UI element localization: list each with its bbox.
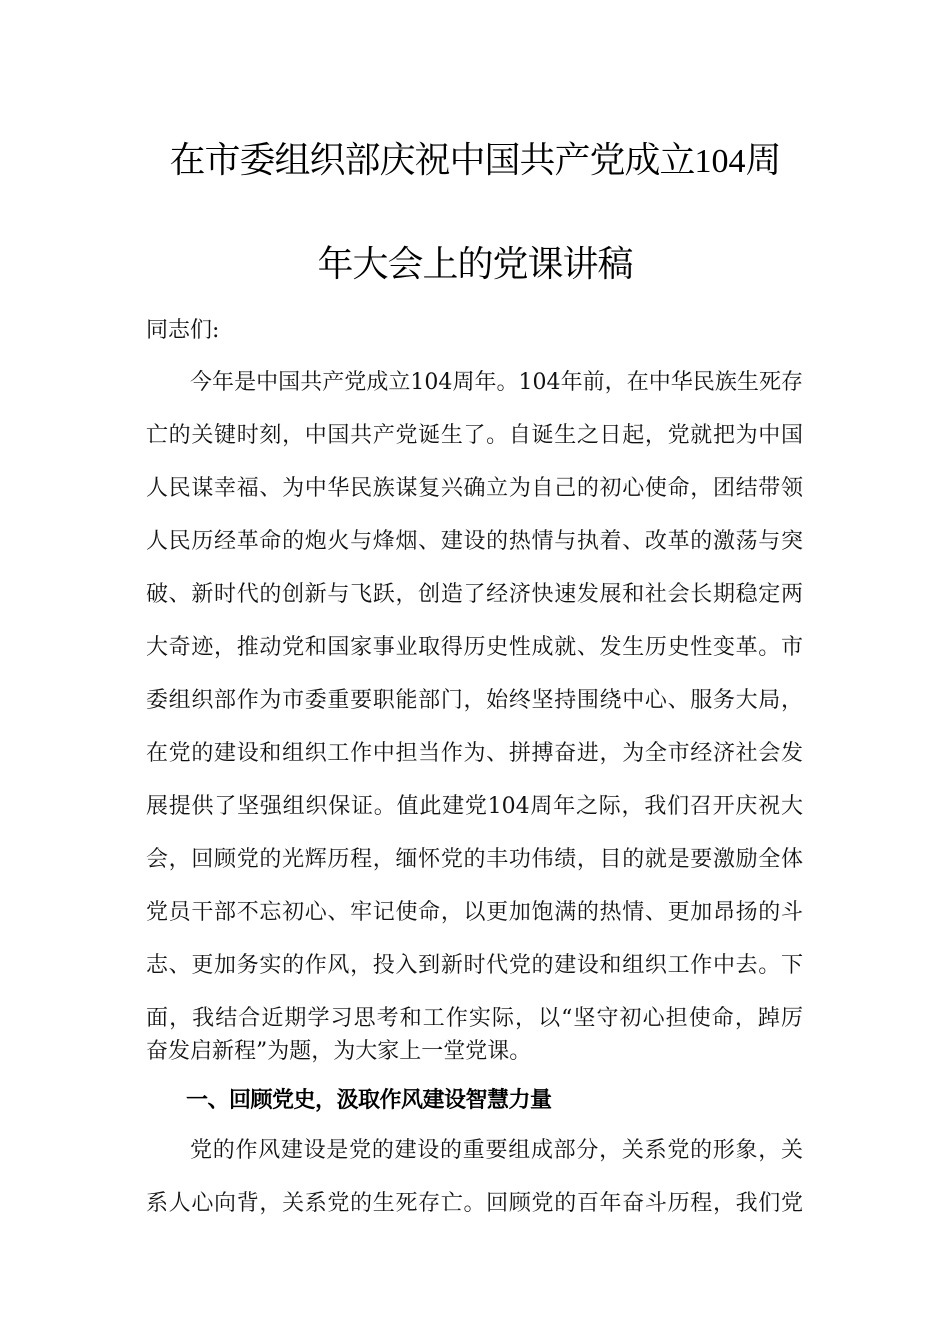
paragraph-line: 展提供了坚强组织保证。值此建党104周年之际，我们召开庆祝大 bbox=[146, 794, 803, 819]
paragraph-line: 大奇迹，推动党和国家事业取得历史性成就、发生历史性变革。市 bbox=[146, 635, 803, 660]
paragraph-line: 破、新时代的创新与飞跃，创造了经济快速发展和社会长期稳定两 bbox=[146, 582, 803, 607]
paragraph-line: 亡的关键时刻，中国共产党诞生了。自诞生之日起，党就把为中国 bbox=[146, 423, 803, 448]
paragraph-line: 党员干部不忘初心、牢记使命，以更加饱满的热情、更加昂扬的斗 bbox=[146, 900, 803, 925]
title-text-part-1: 在市委组织部庆祝中国共产党成立 bbox=[169, 140, 695, 181]
paragraph-line: 会，回顾党的光辉历程，缅怀党的丰功伟绩，目的就是要激励全体 bbox=[146, 847, 803, 872]
paragraph-line: 人民历经革命的炮火与烽烟、建设的热情与执着、改革的激荡与突 bbox=[146, 529, 803, 554]
paragraph-line: 今年是中国共产党成立104周年。104年前，在中华民族生死存 bbox=[190, 370, 803, 395]
paragraph-line: 面，我结合近期学习思考和工作实际，以“坚守初心担使命，踔厉 bbox=[146, 1006, 803, 1031]
title-text-part-2: 周 bbox=[745, 140, 781, 181]
title-number: 104 bbox=[694, 143, 746, 180]
document-title-line-1 bbox=[0, 132, 950, 183]
document-title-line-2: 年大会上的党课讲稿 bbox=[317, 244, 633, 285]
paragraph-line: 志、更加务实的作风，投入到新时代党的建设和组织工作中去。下 bbox=[146, 953, 803, 978]
paragraph-line: 在党的建设和组织工作中担当作为、拼搏奋进，为全市经济社会发 bbox=[146, 741, 803, 766]
paragraph-line: 人民谋幸福、为中华民族谋复兴确立为自己的初心使命，团结带领 bbox=[146, 476, 803, 501]
paragraph-line: 委组织部作为市委重要职能部门，始终坚持围绕中心、服务大局， bbox=[146, 688, 803, 713]
salutation: 同志们: bbox=[146, 318, 220, 343]
paragraph-line: 奋发启新程”为题，为大家上一堂党课。 bbox=[146, 1039, 532, 1064]
paragraph-line: 系人心向背，关系党的生死存亡。回顾党的百年奋斗历程，我们党 bbox=[146, 1191, 803, 1216]
section-heading: 一、回顾党史，汲取作风建设智慧力量 bbox=[186, 1088, 552, 1113]
paragraph-line: 党的作风建设是党的建设的重要组成部分，关系党的形象，关 bbox=[190, 1138, 803, 1163]
